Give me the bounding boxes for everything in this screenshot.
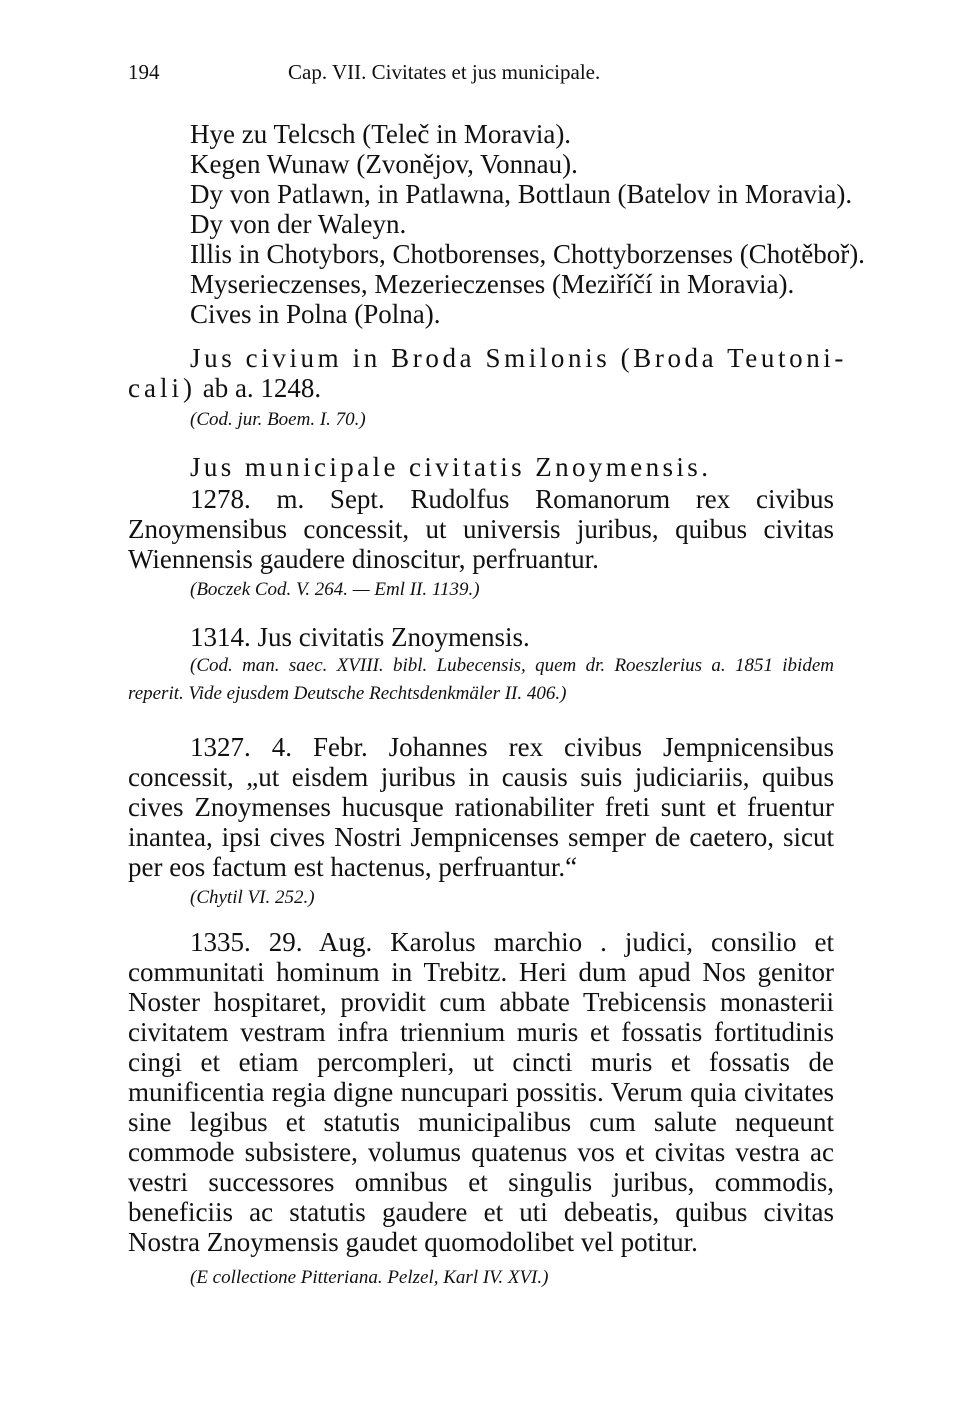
entry-line: Dy von der Waleyn. [190,209,407,239]
section-heading-znoyma: Jus municipale civitatis Znoymensis. [190,452,712,482]
entry-line: Myserieczenses, Mezerieczenses (Meziříčí in Moravia). [190,269,795,299]
citation-1314: (Cod. man. saec. XVIII. bibl. Lubecensis, quem dr. Roeszlerius a. 1851 ibidem reperit. Vide ejusdem Deutsche Rechtsdenkmäler II. 406.) [128,655,834,704]
section-heading-broda: Jus civium in Broda Smilonis (Broda Teutoni- [190,343,847,373]
paragraph-1335: 1335. 29. Aug. Karolus marchio . judici, consilio et communitati hominum in Trebitz. Heri dum apud Nos genitor Noster hospitaret, providit cum abbate Trebicensis monasterii civitatem vestram infra triennium muris et fossatis fortitudinis cingi et etiam percompleri, ut cincti muris et fossatis de munificentia regia digne nuncupari possitis. Verum quia civitates sine legibus et statutis municipalibus cum salute nequeunt commode subsistere, volumus quatenus vos et civitas vestra ac vestri successores omnibus et singulis juribus, commodis, beneficiis ac statutis gaudere et uti debeatis, quibus civitas Nostra Znoymensis gaudet quomodolibet vel potitur. [128,927,834,1257]
heading-fragment: ab a. 1248. [195,373,322,403]
running-head: Cap. VII. Civitates et jus municipale. [288,60,601,84]
section-heading-broda-continued [128,373,834,403]
entry-line: Hye zu Telcsch (Teleč in Moravia). [190,119,572,149]
heading-fragment: cali) [128,373,196,403]
citation: (Boczek Cod. V. 264. — Eml II. 1139.) [190,579,480,600]
citation: (Chytil VI. 252.) [190,887,315,908]
citation: (Cod. jur. Boem. I. 70.) [190,409,366,430]
page-number: 194 [128,60,160,84]
entry-line: Illis in Chotybors, Chotborenses, Chottyborzenses (Chotěboř). [190,239,865,269]
page-header [128,60,848,90]
entry-line: Dy von Patlawn, in Patlawna, Bottlaun (Batelov in Moravia). [190,179,853,209]
paragraph-1278: 1278. m. Sept. Rudolfus Romanorum rex civibus Znoymensibus concessit, ut universis juribus, quibus civitas Wiennensis gaudere dinoscitur, perfruantur. [128,484,834,574]
entry-line: Cives in Polna (Polna). [190,299,441,329]
heading-1314: 1314. Jus civitatis Znoymensis. [190,622,530,652]
citation: (E collectione Pitteriana. Pelzel, Karl IV. XVI.) [190,1267,549,1288]
entry-line: Kegen Wunaw (Zvonějov, Vonnau). [190,149,578,179]
paragraph-1327: 1327. 4. Febr. Johannes rex civibus Jempnicensibus concessit, „ut eisdem juribus in causis suis judiciariis, quibus cives Znoymenses hucusque rationabiliter freti sunt et fruentur inantea, ipsi cives Nostri Jempnicenses semper de caetero, sicut per eos factum est hactenus, perfruantur.“ [128,732,834,882]
